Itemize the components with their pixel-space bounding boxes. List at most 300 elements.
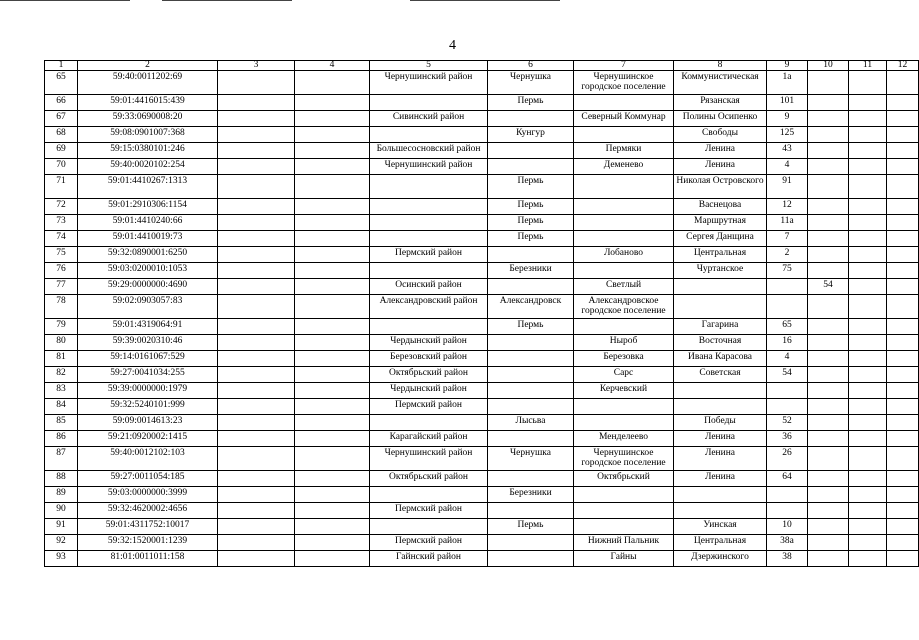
- table-cell: Березники: [488, 263, 574, 279]
- table-cell: [849, 535, 887, 551]
- table-cell: [674, 295, 767, 319]
- table-cell: Пермь: [488, 215, 574, 231]
- table-cell: [295, 487, 370, 503]
- table-cell: [218, 263, 295, 279]
- table-cell: 72: [45, 199, 78, 215]
- table-row: [45, 383, 919, 399]
- table-cell: [574, 487, 674, 503]
- table-cell: [808, 431, 849, 447]
- table-row: [45, 551, 919, 567]
- table-cell: [488, 431, 574, 447]
- table-cell: [218, 295, 295, 319]
- table-cell: [295, 199, 370, 215]
- table-row: [45, 127, 919, 143]
- table-cell: [370, 231, 488, 247]
- table-cell: 90: [45, 503, 78, 519]
- table-row: [45, 175, 919, 199]
- table-cell: Чердынский район: [370, 383, 488, 399]
- table-cell: 2: [767, 247, 808, 263]
- table-cell: [808, 551, 849, 567]
- table-cell: [808, 471, 849, 487]
- table-cell: 59:09:0014613:23: [78, 415, 218, 431]
- table-cell: [767, 487, 808, 503]
- table-cell: 71: [45, 175, 78, 199]
- table-row: [45, 519, 919, 535]
- table-cell: [849, 95, 887, 111]
- table-cell: [295, 159, 370, 175]
- column-header: 5: [370, 61, 488, 71]
- table-cell: 59:40:0011202:69: [78, 71, 218, 95]
- table-cell: [849, 415, 887, 431]
- table-cell: 125: [767, 127, 808, 143]
- table-cell: 75: [767, 263, 808, 279]
- table-row: [45, 487, 919, 503]
- table-cell: [767, 295, 808, 319]
- table-row: [45, 111, 919, 127]
- table-cell: [808, 319, 849, 335]
- table-cell: [370, 319, 488, 335]
- table-cell: Ленина: [674, 447, 767, 471]
- table-cell: Пермяки: [574, 143, 674, 159]
- table-cell: Пермский район: [370, 399, 488, 415]
- table-cell: [808, 71, 849, 95]
- table-cell: [808, 335, 849, 351]
- table-cell: Керчевский: [574, 383, 674, 399]
- table-cell: [887, 335, 919, 351]
- table-cell: [887, 471, 919, 487]
- table-cell: 59:15:0380101:246: [78, 143, 218, 159]
- table-cell: 59:01:4311752:10017: [78, 519, 218, 535]
- table-cell: [808, 295, 849, 319]
- table-cell: Березовский район: [370, 351, 488, 367]
- table-cell: [887, 111, 919, 127]
- table-cell: [218, 383, 295, 399]
- table-row: [45, 447, 919, 471]
- table-cell: Полины Осипенко: [674, 111, 767, 127]
- table-cell: [370, 487, 488, 503]
- table-cell: [849, 367, 887, 383]
- table-cell: 54: [808, 279, 849, 295]
- table-cell: [808, 415, 849, 431]
- table-cell: [295, 551, 370, 567]
- table-cell: [218, 127, 295, 143]
- column-header: 3: [218, 61, 295, 71]
- table-cell: Николая Островского: [674, 175, 767, 199]
- table-row: [45, 263, 919, 279]
- table-cell: [295, 519, 370, 535]
- table-cell: [218, 319, 295, 335]
- table-cell: [849, 247, 887, 263]
- table-cell: [808, 143, 849, 159]
- table-row: [45, 215, 919, 231]
- table-cell: [808, 175, 849, 199]
- table-cell: [574, 127, 674, 143]
- table-cell: [488, 335, 574, 351]
- column-header: 9: [767, 61, 808, 71]
- table-cell: [295, 431, 370, 447]
- table-cell: Маршрутная: [674, 215, 767, 231]
- table-cell: [887, 127, 919, 143]
- table-cell: Александровск: [488, 295, 574, 319]
- table-cell: [218, 431, 295, 447]
- column-header: 8: [674, 61, 767, 71]
- table-cell: [887, 383, 919, 399]
- table-cell: [849, 263, 887, 279]
- table-cell: [849, 127, 887, 143]
- table-cell: [295, 447, 370, 471]
- table-row: [45, 471, 919, 487]
- table-cell: 16: [767, 335, 808, 351]
- table-cell: [295, 127, 370, 143]
- table-cell: 84: [45, 399, 78, 415]
- table-cell: Центральная: [674, 535, 767, 551]
- table-cell: [218, 279, 295, 295]
- table-cell: [849, 351, 887, 367]
- table-cell: [218, 175, 295, 199]
- table-row: [45, 431, 919, 447]
- table-cell: 74: [45, 231, 78, 247]
- table-cell: [370, 175, 488, 199]
- table-cell: 59:29:0000000:4690: [78, 279, 218, 295]
- table-cell: [808, 111, 849, 127]
- table-cell: 69: [45, 143, 78, 159]
- table-cell: Чернушинский район: [370, 159, 488, 175]
- table-cell: [218, 159, 295, 175]
- column-header: 12: [887, 61, 919, 71]
- table-cell: 80: [45, 335, 78, 351]
- table-cell: [849, 159, 887, 175]
- table-row: [45, 199, 919, 215]
- table-cell: [370, 199, 488, 215]
- table-cell: [767, 503, 808, 519]
- table-cell: [808, 215, 849, 231]
- table-cell: [295, 279, 370, 295]
- table-row: [45, 415, 919, 431]
- table-cell: [370, 127, 488, 143]
- table-cell: 78: [45, 295, 78, 319]
- table-cell: 11а: [767, 215, 808, 231]
- table-cell: 85: [45, 415, 78, 431]
- table-cell: [370, 95, 488, 111]
- table-cell: Сергея Данщина: [674, 231, 767, 247]
- table-cell: 59:27:0011054:185: [78, 471, 218, 487]
- table-cell: [218, 199, 295, 215]
- table-cell: [574, 399, 674, 415]
- table-cell: Кунгур: [488, 127, 574, 143]
- table-cell: [295, 319, 370, 335]
- table-row: [45, 71, 919, 95]
- table-cell: 38а: [767, 535, 808, 551]
- table-cell: Сивинский район: [370, 111, 488, 127]
- table-cell: Ленина: [674, 431, 767, 447]
- table-cell: [574, 95, 674, 111]
- table-row: [45, 279, 919, 295]
- table-cell: [674, 399, 767, 415]
- table-cell: [808, 351, 849, 367]
- table-cell: [887, 71, 919, 95]
- table-cell: Центральная: [674, 247, 767, 263]
- table-cell: [887, 279, 919, 295]
- table-cell: [295, 383, 370, 399]
- table-cell: 43: [767, 143, 808, 159]
- table-cell: 10: [767, 519, 808, 535]
- table-cell: 59:01:4410267:1313: [78, 175, 218, 199]
- table-cell: [887, 535, 919, 551]
- table-cell: 1а: [767, 71, 808, 95]
- table-cell: [887, 351, 919, 367]
- table-cell: Деменево: [574, 159, 674, 175]
- table-cell: [218, 143, 295, 159]
- table-cell: [808, 159, 849, 175]
- table-cell: 36: [767, 431, 808, 447]
- table-cell: 59:03:0200010:1053: [78, 263, 218, 279]
- table-cell: [767, 279, 808, 295]
- table-row: [45, 319, 919, 335]
- table-cell: Светлый: [574, 279, 674, 295]
- table-cell: [295, 247, 370, 263]
- table-cell: 59:01:4416015:439: [78, 95, 218, 111]
- table-cell: Ленина: [674, 143, 767, 159]
- table-cell: 81: [45, 351, 78, 367]
- table-cell: 77: [45, 279, 78, 295]
- column-header: 11: [849, 61, 887, 71]
- table-cell: [370, 263, 488, 279]
- table-cell: [218, 231, 295, 247]
- table-cell: [488, 399, 574, 415]
- table-cell: Октябрьский район: [370, 471, 488, 487]
- table-cell: [218, 503, 295, 519]
- table-row: [45, 399, 919, 415]
- table-cell: 65: [767, 319, 808, 335]
- table-cell: [488, 367, 574, 383]
- table-cell: [488, 383, 574, 399]
- table-cell: [808, 95, 849, 111]
- table-cell: Гайны: [574, 551, 674, 567]
- table-cell: [849, 175, 887, 199]
- table-cell: [849, 111, 887, 127]
- table-cell: [808, 503, 849, 519]
- table-cell: [218, 111, 295, 127]
- column-header: 4: [295, 61, 370, 71]
- page-number: 4: [449, 38, 456, 53]
- table-cell: 59:32:4620002:4656: [78, 503, 218, 519]
- table-cell: [849, 295, 887, 319]
- table-cell: [574, 519, 674, 535]
- table-cell: Чернушинский район: [370, 71, 488, 95]
- table-cell: 65: [45, 71, 78, 95]
- table-cell: [808, 487, 849, 503]
- table-cell: Ивана Карасова: [674, 351, 767, 367]
- table-cell: [849, 279, 887, 295]
- table-cell: [295, 95, 370, 111]
- column-header: 7: [574, 61, 674, 71]
- table-cell: Чернушка: [488, 447, 574, 471]
- table-cell: [849, 431, 887, 447]
- table-cell: Пермь: [488, 519, 574, 535]
- table-cell: [370, 215, 488, 231]
- column-header: 1: [45, 61, 78, 71]
- table-cell: Чернушинское городское поселение: [574, 71, 674, 95]
- table-cell: [488, 551, 574, 567]
- table-cell: [767, 383, 808, 399]
- table-cell: 52: [767, 415, 808, 431]
- table-cell: [849, 503, 887, 519]
- table-row: [45, 503, 919, 519]
- table-cell: 59:02:0903057:83: [78, 295, 218, 319]
- table-cell: 59:32:1520001:1239: [78, 535, 218, 551]
- table-cell: 81:01:0011011:158: [78, 551, 218, 567]
- table-cell: [887, 159, 919, 175]
- table-cell: Лысьва: [488, 415, 574, 431]
- table-cell: 26: [767, 447, 808, 471]
- table-cell: [218, 335, 295, 351]
- table-cell: 79: [45, 319, 78, 335]
- table-cell: Нижний Пальник: [574, 535, 674, 551]
- table-cell: [808, 127, 849, 143]
- table-cell: Пермь: [488, 199, 574, 215]
- table-cell: Дзержинского: [674, 551, 767, 567]
- table-cell: [295, 399, 370, 415]
- table-row: [45, 143, 919, 159]
- table-cell: [674, 279, 767, 295]
- table-cell: [849, 471, 887, 487]
- table-cell: [295, 71, 370, 95]
- table-cell: [849, 231, 887, 247]
- table-cell: [488, 279, 574, 295]
- table-cell: [849, 215, 887, 231]
- scan-edge-line: [0, 0, 130, 1]
- table-cell: [488, 247, 574, 263]
- table-cell: 76: [45, 263, 78, 279]
- table-cell: [887, 399, 919, 415]
- table-cell: [488, 471, 574, 487]
- table-cell: [887, 367, 919, 383]
- table-cell: [218, 367, 295, 383]
- table-cell: 59:40:0012102:103: [78, 447, 218, 471]
- table-cell: [218, 447, 295, 471]
- table-cell: [849, 143, 887, 159]
- table-cell: 86: [45, 431, 78, 447]
- table-cell: [574, 263, 674, 279]
- table-row: [45, 535, 919, 551]
- table-cell: 91: [767, 175, 808, 199]
- table-cell: 38: [767, 551, 808, 567]
- table-cell: [574, 199, 674, 215]
- header-row: [45, 61, 919, 71]
- table-cell: 4: [767, 159, 808, 175]
- table-cell: [674, 487, 767, 503]
- table-cell: Березовка: [574, 351, 674, 367]
- table-cell: 9: [767, 111, 808, 127]
- table-cell: Пермь: [488, 175, 574, 199]
- table-cell: Победы: [674, 415, 767, 431]
- table-cell: [295, 503, 370, 519]
- table-row: [45, 367, 919, 383]
- table-cell: [808, 367, 849, 383]
- table-cell: Свободы: [674, 127, 767, 143]
- table-cell: Александровский район: [370, 295, 488, 319]
- table-cell: 92: [45, 535, 78, 551]
- table-cell: [218, 95, 295, 111]
- table-row: [45, 295, 919, 319]
- table-cell: [674, 503, 767, 519]
- table-cell: [295, 111, 370, 127]
- table-cell: Ленина: [674, 159, 767, 175]
- table-cell: [887, 447, 919, 471]
- table-cell: [295, 335, 370, 351]
- table-cell: 59:32:5240101:999: [78, 399, 218, 415]
- table-cell: [295, 215, 370, 231]
- table-cell: 59:08:0901007:368: [78, 127, 218, 143]
- table-cell: Пермь: [488, 319, 574, 335]
- table-cell: [849, 335, 887, 351]
- table-cell: 59:33:0690008:20: [78, 111, 218, 127]
- table-cell: Сарс: [574, 367, 674, 383]
- table-cell: [887, 551, 919, 567]
- table-cell: [674, 383, 767, 399]
- table-cell: [218, 519, 295, 535]
- table-row: [45, 247, 919, 263]
- table-cell: [295, 231, 370, 247]
- table-cell: [295, 143, 370, 159]
- table-cell: 67: [45, 111, 78, 127]
- table-cell: Ныроб: [574, 335, 674, 351]
- table-cell: [808, 399, 849, 415]
- table-cell: 83: [45, 383, 78, 399]
- table-cell: [808, 247, 849, 263]
- table-cell: [887, 175, 919, 199]
- table-cell: [808, 535, 849, 551]
- table-cell: [488, 503, 574, 519]
- table-cell: 64: [767, 471, 808, 487]
- table-cell: [849, 71, 887, 95]
- table-cell: 59:03:0000000:3999: [78, 487, 218, 503]
- table-cell: 88: [45, 471, 78, 487]
- table-cell: [488, 535, 574, 551]
- table-cell: Чернушка: [488, 71, 574, 95]
- table-cell: 68: [45, 127, 78, 143]
- table-cell: [808, 519, 849, 535]
- table-cell: Уинская: [674, 519, 767, 535]
- table-cell: 89: [45, 487, 78, 503]
- table-cell: [887, 263, 919, 279]
- table-cell: 54: [767, 367, 808, 383]
- table-cell: 59:21:0920002:1415: [78, 431, 218, 447]
- table-cell: 70: [45, 159, 78, 175]
- table-cell: 59:27:0041034:255: [78, 367, 218, 383]
- table-cell: Большесосновский район: [370, 143, 488, 159]
- table-cell: [887, 215, 919, 231]
- table-row: [45, 231, 919, 247]
- table-cell: 59:39:0000000:1979: [78, 383, 218, 399]
- table-cell: Пермский район: [370, 503, 488, 519]
- table-cell: Советская: [674, 367, 767, 383]
- table-cell: [295, 415, 370, 431]
- table-cell: 59:01:4410240:66: [78, 215, 218, 231]
- table-cell: [808, 231, 849, 247]
- data-table: [44, 60, 919, 567]
- table-cell: [767, 399, 808, 415]
- table-cell: 59:14:0161067:529: [78, 351, 218, 367]
- table-cell: [887, 487, 919, 503]
- table-cell: [887, 295, 919, 319]
- table-cell: [887, 247, 919, 263]
- table-cell: [218, 351, 295, 367]
- table-cell: [370, 415, 488, 431]
- table-cell: Октябрьский: [574, 471, 674, 487]
- table-cell: [887, 199, 919, 215]
- table-cell: 4: [767, 351, 808, 367]
